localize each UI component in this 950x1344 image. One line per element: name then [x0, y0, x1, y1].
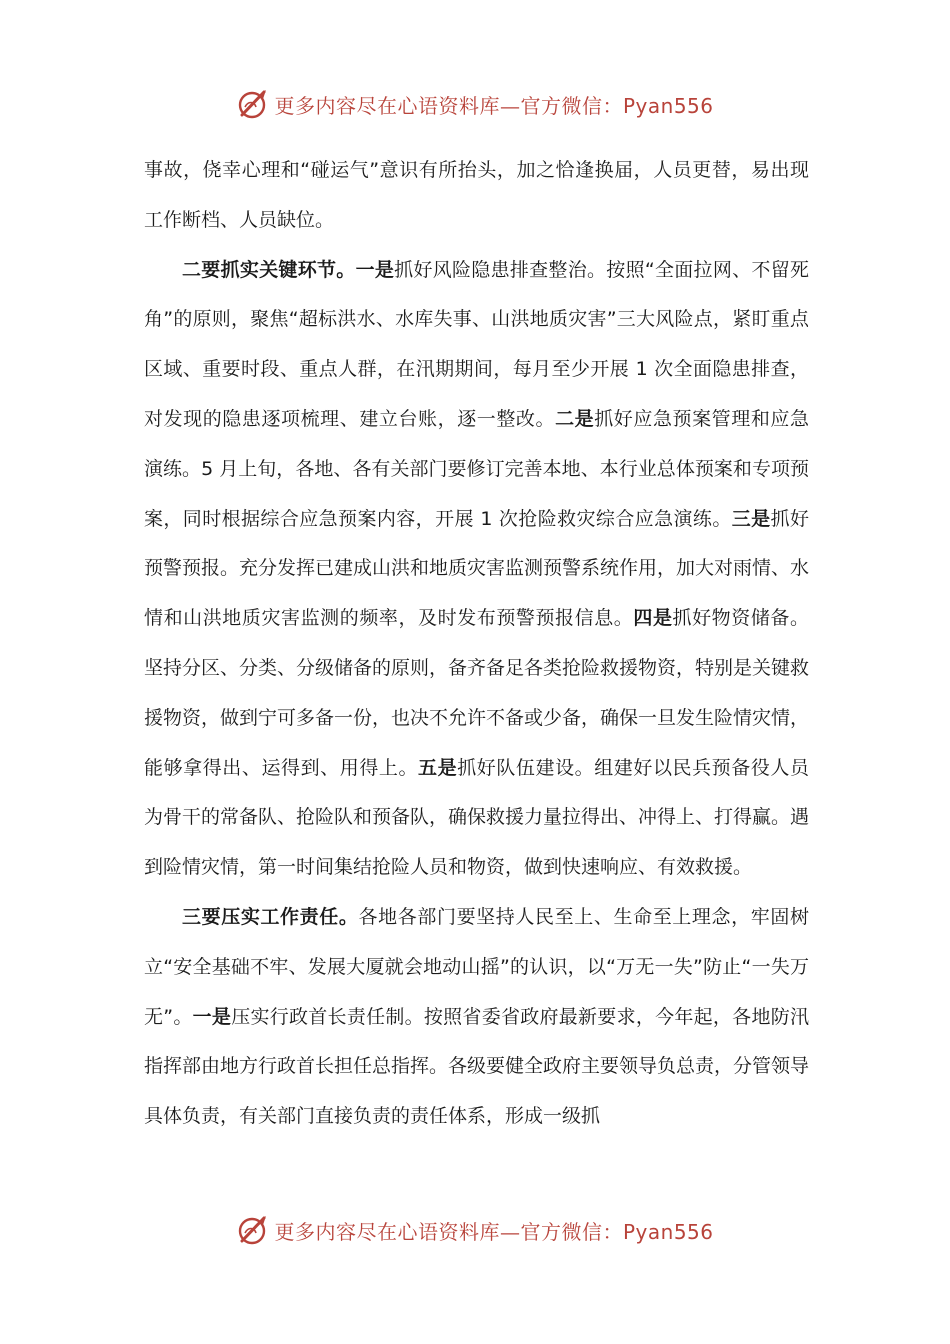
point-label-1: 一是	[355, 258, 395, 281]
header-wechat-id: Pyan556	[622, 93, 714, 118]
point-label-5: 五是	[418, 756, 458, 779]
responsibility-point-label-1: 一是	[192, 1005, 232, 1028]
section-heading-responsibility: 三要压实工作责任。	[182, 905, 359, 928]
pen-logo-icon	[236, 1213, 270, 1247]
point-text-5: 抓好队伍建设。组建好以民兵预备役人员为骨干的常备队、抢险队和预备队，确保救援力量拉得出、冲得上、打得赢。遇到险情灾情，第一时间集结抢险人员和物资，做到快速响应、有效救援。	[144, 756, 810, 879]
paragraph-responsibility	[144, 893, 809, 1142]
point-label-3: 三是	[731, 507, 771, 530]
section-heading-key-links: 二要抓实关键环节。	[182, 258, 356, 281]
point-text-1: 抓好风险隐患排查整治。按照“全面拉网、不留死角”的原则，聚焦“超标洪水、水库失事、山洪地质灾害”三大风险点，紧盯重点区域、重要时段、重点人群，在汛期期间，每月至少开展 1 次全面隐患排查，对发现的隐患逐项梳理、建立台账，逐一整改。	[144, 258, 809, 430]
responsibility-intro: 各地各部门要坚持人民至上、生命至上理念，牢固树立“安全基础不牢、发展大厦就会地动山摇”的认识，以“万无一失”防止“一失万无”。	[144, 905, 809, 1028]
responsibility-point-text-1: 压实行政首长责任制。按照省委省政府最新要求，今年起，各地防汛指挥部由地方行政首长担任总指挥。各级要健全政府主要领导负总责，分管领导具体负责，有关部门直接负责的责任体系，形成一级抓	[144, 1005, 810, 1128]
footer-banner-text: 更多内容尽在心语资料库—官方微信：Pyan556	[274, 1219, 714, 1244]
point-text-3: 抓好预警预报。充分发挥已建成山洪和地质灾害监测预警系统作用，加大对雨情、水情和山洪地质灾害监测的频率，及时发布预警预报信息。	[144, 507, 810, 630]
point-label-2: 二是	[555, 407, 595, 430]
document-body	[144, 146, 809, 1142]
footer-wechat-id: Pyan556	[622, 1219, 714, 1244]
point-text-4: 抓好物资储备。坚持分区、分类、分级储备的原则，备齐备足各类抢险救援物资，特别是关键救援物资，做到宁可多备一份，也决不允许不备或少备，确保一旦发生险情灾情，能够拿得出、运得到、用得上。	[144, 607, 810, 779]
header-banner-text: 更多内容尽在心语资料库—官方微信：Pyan556	[274, 93, 714, 118]
paragraph-key-links	[144, 246, 809, 893]
point-text-2: 抓好应急预案管理和应急演练。5 月上旬，各地、各有关部门要修订完善本地、本行业总体预案和专项预案，同时根据综合应急预案内容，开展 1 次抢险救灾综合应急演练。	[144, 407, 809, 530]
paragraph-continuation: 事故，侥幸心理和“碰运气”意识有所抬头，加之恰逢换届，人员更替，易出现工作断档、人员缺位。	[144, 159, 809, 231]
pen-logo-icon	[236, 87, 270, 121]
point-label-4: 四是	[633, 607, 673, 630]
header-watermark-banner	[0, 84, 950, 124]
footer-watermark-banner	[0, 1210, 950, 1250]
